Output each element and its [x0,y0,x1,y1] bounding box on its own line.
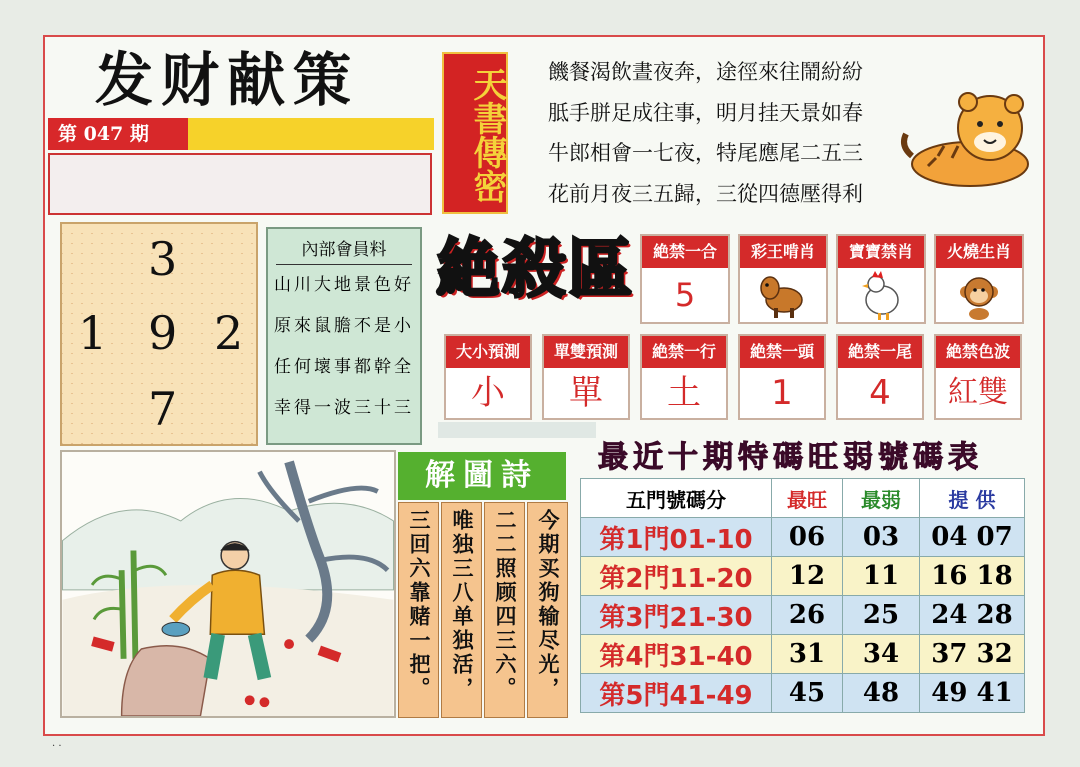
hot-cell: 26 [772,596,843,635]
door-cell: 第1門01-10 [581,518,772,557]
member-panel [266,227,422,445]
cold-cell: 34 [843,635,920,674]
cold-cell: 03 [843,518,920,557]
hot-cell: 06 [772,518,843,557]
hot-cell: 31 [772,635,843,674]
table-row [581,635,1025,674]
door-cell: 第4門31-40 [581,635,772,674]
prediction-value: 1 [771,373,793,413]
code-table-title: 最近十期特碼旺弱號碼表 [598,440,983,475]
kill-cell [738,234,828,324]
riddle-poem-column: 唯独三八单独活， [441,502,482,718]
number-bottom: 7 [148,382,178,436]
prediction-value: 單 [569,373,603,413]
door-cell: 第2門11-20 [581,557,772,596]
prediction-cell [738,334,826,420]
member-title: 內部會員料 [276,235,412,265]
code-table [580,478,1025,713]
issue-label: 第 047 期 [48,118,188,150]
rooster-icon [838,268,924,322]
monkey-icon [936,268,1022,322]
kill-cell-value: 5 [674,276,696,314]
table-header-row [581,479,1025,518]
prediction-value: 土 [667,373,701,413]
kill-cell-label: 絶禁一合 [642,236,728,268]
prediction-label: 絶禁一尾 [838,336,922,368]
table-row [581,518,1025,557]
table-row [581,674,1025,713]
prediction-label: 絶禁一頭 [740,336,824,368]
hot-cell: 45 [772,674,843,713]
riddle-poem-title: 解圖詩 [398,452,566,500]
prediction-cell [640,334,728,420]
riddle-poem-column: 二二照顾四三六。 [484,502,525,718]
prediction-cell [934,334,1022,420]
prediction-label: 絶禁一行 [642,336,726,368]
provide-cell: 04 07 [920,518,1025,557]
poem-line: 饑餐渴飲晝夜奔，途徑來往鬧紛紛 [548,60,863,84]
header-door: 五門號碼分 [581,479,772,518]
header-hot: 最旺 [772,479,843,518]
blurred-strip [438,422,596,438]
table-row [581,596,1025,635]
hot-cell: 12 [772,557,843,596]
kill-cell-label: 寶寶禁肖 [838,236,924,268]
member-line: 原來鼠膽不是小 [274,316,414,336]
provide-cell: 49 41 [920,674,1025,713]
number-top: 3 [148,232,178,286]
number-board [60,222,258,446]
prediction-value: 紅雙 [948,375,1008,410]
poem-block [548,52,928,214]
member-line: 山川大地景色好 [274,275,414,295]
kill-zone-title: 絶殺區 [436,232,634,307]
kill-cell [640,234,730,324]
poem-line: 牛郎相會一七夜，特尾應尾二五三 [548,141,863,165]
prediction-cell [542,334,630,420]
table-row [581,557,1025,596]
tiger-icon [898,86,1038,194]
kill-cell-label: 火燒生肖 [936,236,1022,268]
cold-cell: 11 [843,557,920,596]
header-cold: 最弱 [843,479,920,518]
door-cell: 第3門21-30 [581,596,772,635]
member-line: 任何壞事都幹全 [274,357,414,377]
kill-cell [836,234,926,324]
prediction-label: 大小預測 [446,336,530,368]
number-right: 2 [214,306,244,360]
poem-line: 胝手胼足成往事，明月挂天景如春 [548,100,863,125]
cold-cell: 48 [843,674,920,713]
provide-cell: 24 28 [920,596,1025,635]
prediction-value: 小 [471,373,505,413]
prediction-value: 4 [869,373,891,413]
prediction-cell [444,334,532,420]
provide-cell: 37 32 [920,635,1025,674]
prediction-label: 單雙預測 [544,336,628,368]
secret-badge: 天書傳密 [442,52,508,214]
horse-icon [740,268,826,322]
issue-bar [188,118,434,150]
footer-dots: . . [52,738,62,749]
blurred-banner [48,153,432,215]
door-cell: 第5門41-49 [581,674,772,713]
cold-cell: 25 [843,596,920,635]
poem-line: 花前月夜三五歸，三從四德壓得利 [548,181,863,206]
provide-cell: 16 18 [920,557,1025,596]
kill-cell [934,234,1024,324]
number-center: 9 [148,306,178,360]
riddle-poem-column: 今期买狗输尽光， [527,502,568,718]
prediction-cell [836,334,924,420]
riddle-illustration [60,450,396,718]
member-line: 幸得一波三十三 [274,398,414,418]
riddle-poem-column: 三回六靠赌一把。 [398,502,439,718]
number-left: 1 [78,306,108,360]
prediction-label: 絶禁色波 [936,336,1020,368]
header-provide: 提 供 [920,479,1025,518]
page-title: 发财献策 [95,46,360,114]
kill-cell-label: 彩王啃肖 [740,236,826,268]
